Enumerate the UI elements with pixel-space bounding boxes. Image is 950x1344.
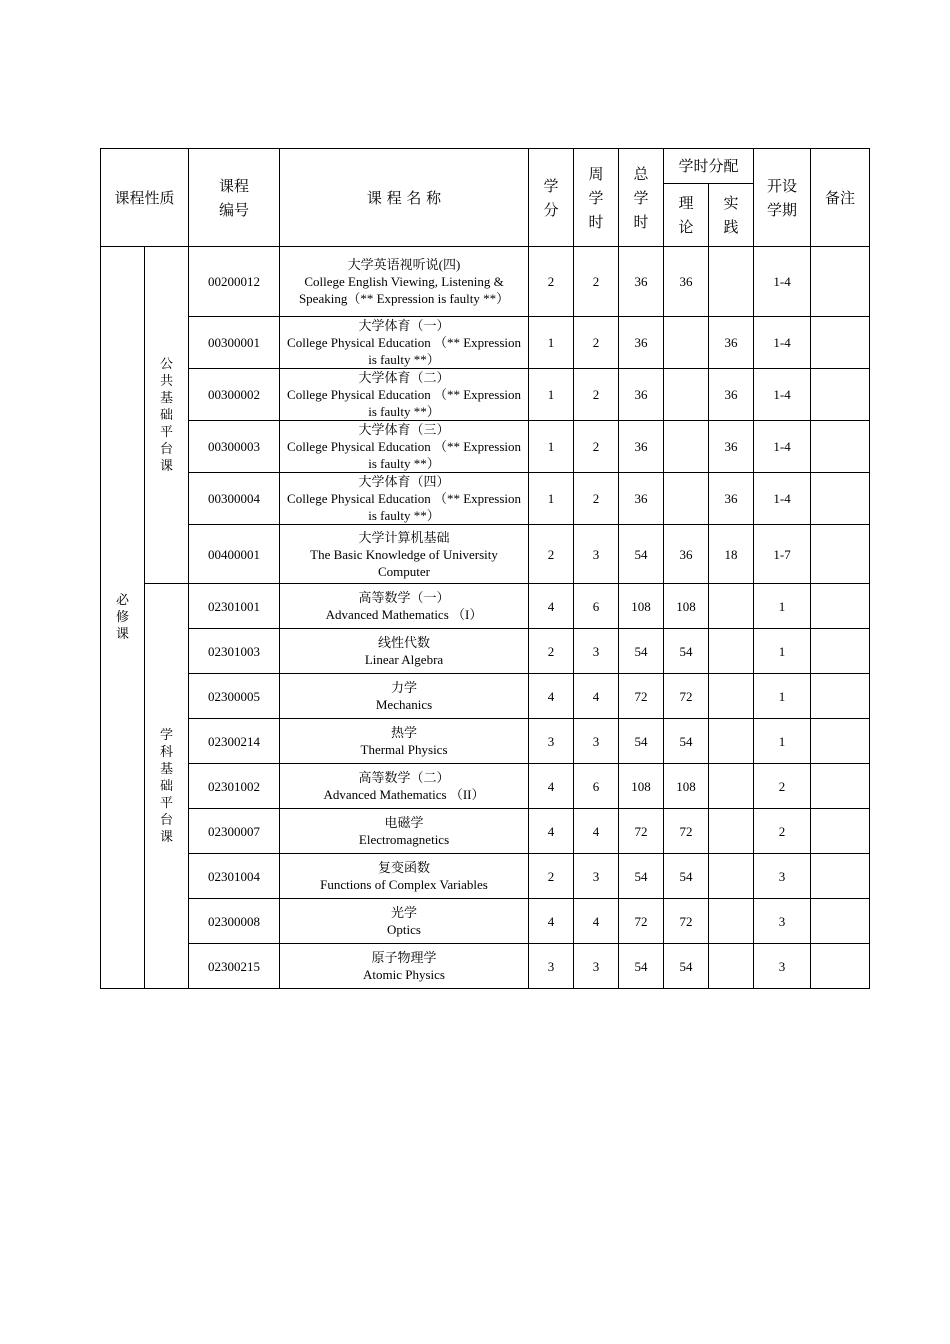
table-row xyxy=(101,525,870,584)
course-code-cell: 02301002 xyxy=(189,764,280,809)
header-course-name: 课 程 名 称 xyxy=(280,149,529,247)
total-hours-cell: 54 xyxy=(619,525,664,584)
theory-hours-cell: 36 xyxy=(664,525,709,584)
course-code-cell: 02300214 xyxy=(189,719,280,764)
course-name-en: College Physical Education （** Expression is faulty **） xyxy=(287,439,521,471)
course-name-cn: 原子物理学 xyxy=(371,950,437,965)
weekly-hours-cell: 2 xyxy=(574,369,619,421)
header-hours-distribution: 学时分配 xyxy=(664,149,754,184)
notes-cell xyxy=(811,369,870,421)
notes-cell xyxy=(811,247,870,317)
course-name-cell xyxy=(280,674,529,719)
total-hours-cell: 36 xyxy=(619,317,664,369)
semester-cell: 1 xyxy=(754,719,811,764)
course-name-en: College Physical Education （** Expression is faulty **） xyxy=(287,335,521,367)
practice-hours-cell: 36 xyxy=(709,317,754,369)
semester-cell: 1-4 xyxy=(754,247,811,317)
header-notes: 备注 xyxy=(811,149,870,247)
semester-cell: 1 xyxy=(754,674,811,719)
table-row xyxy=(101,674,870,719)
credit-cell: 4 xyxy=(529,764,574,809)
theory-hours-cell: 54 xyxy=(664,629,709,674)
semester-cell: 3 xyxy=(754,854,811,899)
credit-cell: 1 xyxy=(529,421,574,473)
course-name-cn: 大学体育（二） xyxy=(358,370,450,385)
total-hours-cell: 36 xyxy=(619,247,664,317)
course-name-cell xyxy=(280,719,529,764)
credit-cell: 2 xyxy=(529,629,574,674)
course-name-en: Mechanics xyxy=(375,697,433,712)
header-credit: 学 分 xyxy=(529,149,574,247)
practice-hours-cell xyxy=(709,719,754,764)
theory-hours-cell: 72 xyxy=(664,809,709,854)
semester-cell: 1 xyxy=(754,584,811,629)
group-subject-cell: 学 科 基 础 平 台 课 xyxy=(145,584,189,989)
semester-cell: 2 xyxy=(754,809,811,854)
table-row xyxy=(101,584,870,629)
header-theory: 理 论 xyxy=(664,184,709,247)
course-name-en: Thermal Physics xyxy=(360,742,448,757)
credit-cell: 2 xyxy=(529,525,574,584)
notes-cell xyxy=(811,421,870,473)
course-code-cell: 02300008 xyxy=(189,899,280,944)
course-name-cn: 高等数学（二） xyxy=(358,770,450,785)
notes-cell xyxy=(811,854,870,899)
notes-cell xyxy=(811,674,870,719)
weekly-hours-cell: 6 xyxy=(574,764,619,809)
theory-hours-cell: 72 xyxy=(664,674,709,719)
total-hours-cell: 72 xyxy=(619,674,664,719)
course-name-en: Functions of Complex Variables xyxy=(320,877,488,892)
theory-hours-cell: 36 xyxy=(664,247,709,317)
table-row xyxy=(101,764,870,809)
course-name-cell xyxy=(280,899,529,944)
course-name-cell xyxy=(280,369,529,421)
course-name-cn: 大学体育（一） xyxy=(358,318,450,333)
credit-cell: 3 xyxy=(529,944,574,989)
course-name-en: Linear Algebra xyxy=(364,652,444,667)
weekly-hours-cell: 2 xyxy=(574,421,619,473)
weekly-hours-cell: 3 xyxy=(574,944,619,989)
theory-hours-cell xyxy=(664,473,709,525)
course-name-en: Advanced Mathematics （II） xyxy=(323,787,485,802)
notes-cell xyxy=(811,899,870,944)
practice-hours-cell xyxy=(709,629,754,674)
course-body xyxy=(101,247,870,989)
course-name-cn: 大学英语视听说(四) xyxy=(347,257,461,272)
header-course-code: 课程 编号 xyxy=(189,149,280,247)
semester-cell: 1-4 xyxy=(754,421,811,473)
weekly-hours-cell: 2 xyxy=(574,473,619,525)
table-row xyxy=(101,369,870,421)
weekly-hours-cell: 2 xyxy=(574,247,619,317)
weekly-hours-cell: 2 xyxy=(574,317,619,369)
weekly-hours-cell: 6 xyxy=(574,584,619,629)
theory-hours-cell: 54 xyxy=(664,719,709,764)
practice-hours-cell: 36 xyxy=(709,473,754,525)
course-name-cn: 热学 xyxy=(391,725,418,740)
course-name-cell xyxy=(280,421,529,473)
course-name-cell xyxy=(280,247,529,317)
header-course-nature: 课程性质 xyxy=(101,149,189,247)
table-row xyxy=(101,719,870,764)
theory-hours-cell xyxy=(664,369,709,421)
course-name-en: Atomic Physics xyxy=(363,967,445,982)
course-name-en: College English Viewing, Listening & Speaking（** Expression is faulty **） xyxy=(298,274,510,306)
course-name-cell xyxy=(280,629,529,674)
course-name-cell xyxy=(280,317,529,369)
theory-hours-cell: 72 xyxy=(664,899,709,944)
practice-hours-cell xyxy=(709,764,754,809)
course-name-cell xyxy=(280,584,529,629)
course-name-en: College Physical Education （** Expression is faulty **） xyxy=(287,387,521,419)
table-row xyxy=(101,473,870,525)
semester-cell: 1-4 xyxy=(754,369,811,421)
course-code-cell: 02300215 xyxy=(189,944,280,989)
theory-hours-cell: 54 xyxy=(664,944,709,989)
total-hours-cell: 108 xyxy=(619,584,664,629)
header-practice: 实 践 xyxy=(709,184,754,247)
course-name-cn: 光学 xyxy=(391,905,418,920)
table-row xyxy=(101,317,870,369)
course-name-en: Optics xyxy=(387,922,421,937)
table-row xyxy=(101,944,870,989)
weekly-hours-cell: 3 xyxy=(574,525,619,584)
practice-hours-cell xyxy=(709,584,754,629)
theory-hours-cell: 108 xyxy=(664,584,709,629)
weekly-hours-cell: 4 xyxy=(574,809,619,854)
course-name-cell xyxy=(280,525,529,584)
course-name-cn: 大学计算机基础 xyxy=(358,529,450,545)
table-row xyxy=(101,629,870,674)
semester-cell: 3 xyxy=(754,899,811,944)
practice-hours-cell xyxy=(709,809,754,854)
theory-hours-cell xyxy=(664,317,709,369)
table-row xyxy=(101,854,870,899)
total-hours-cell: 72 xyxy=(619,899,664,944)
practice-hours-cell xyxy=(709,854,754,899)
table-row xyxy=(101,899,870,944)
credit-cell: 1 xyxy=(529,369,574,421)
credit-cell: 2 xyxy=(529,247,574,317)
semester-cell: 1-4 xyxy=(754,473,811,525)
course-code-cell: 00400001 xyxy=(189,525,280,584)
course-name-en: College Physical Education （** Expression is faulty **） xyxy=(287,491,521,523)
semester-cell: 1-4 xyxy=(754,317,811,369)
total-hours-cell: 54 xyxy=(619,629,664,674)
course-name-cn: 线性代数 xyxy=(378,635,431,650)
header-total-hours: 总 学 时 xyxy=(619,149,664,247)
course-code-cell: 02301001 xyxy=(189,584,280,629)
course-name-cn: 大学体育（三） xyxy=(358,422,450,437)
total-hours-cell: 54 xyxy=(619,854,664,899)
course-name-en: Advanced Mathematics （I） xyxy=(325,607,483,622)
practice-hours-cell xyxy=(709,674,754,719)
course-name-cell xyxy=(280,854,529,899)
notes-cell xyxy=(811,473,870,525)
course-code-cell: 02301004 xyxy=(189,854,280,899)
course-table xyxy=(100,148,870,989)
credit-cell: 4 xyxy=(529,809,574,854)
total-hours-cell: 54 xyxy=(619,944,664,989)
total-hours-cell: 36 xyxy=(619,421,664,473)
notes-cell xyxy=(811,944,870,989)
course-name-en: Electromagnetics xyxy=(358,832,450,847)
practice-hours-cell xyxy=(709,944,754,989)
group-public-cell: 公 共 基 础 平 台 课 xyxy=(145,247,189,584)
notes-cell xyxy=(811,764,870,809)
notes-cell xyxy=(811,584,870,629)
table-row xyxy=(101,809,870,854)
practice-hours-cell xyxy=(709,247,754,317)
credit-cell: 3 xyxy=(529,719,574,764)
course-code-cell: 02300005 xyxy=(189,674,280,719)
course-code-cell: 00200012 xyxy=(189,247,280,317)
total-hours-cell: 36 xyxy=(619,473,664,525)
course-code-cell: 00300001 xyxy=(189,317,280,369)
practice-hours-cell: 36 xyxy=(709,421,754,473)
course-name-cell xyxy=(280,944,529,989)
weekly-hours-cell: 4 xyxy=(574,899,619,944)
practice-hours-cell: 36 xyxy=(709,369,754,421)
table-row xyxy=(101,247,870,317)
course-code-cell: 00300003 xyxy=(189,421,280,473)
theory-hours-cell xyxy=(664,421,709,473)
course-code-cell: 02300007 xyxy=(189,809,280,854)
semester-cell: 3 xyxy=(754,944,811,989)
credit-cell: 2 xyxy=(529,854,574,899)
total-hours-cell: 108 xyxy=(619,764,664,809)
practice-hours-cell: 18 xyxy=(709,525,754,584)
credit-cell: 4 xyxy=(529,674,574,719)
course-name-cell xyxy=(280,473,529,525)
weekly-hours-cell: 3 xyxy=(574,629,619,674)
course-code-cell: 00300004 xyxy=(189,473,280,525)
total-hours-cell: 72 xyxy=(619,809,664,854)
credit-cell: 4 xyxy=(529,899,574,944)
course-name-cn: 力学 xyxy=(391,680,418,695)
notes-cell xyxy=(811,719,870,764)
header-semester: 开设 学期 xyxy=(754,149,811,247)
course-name-en: The Basic Knowledge of University Computer xyxy=(310,546,498,579)
notes-cell xyxy=(811,317,870,369)
notes-cell xyxy=(811,809,870,854)
table-row xyxy=(101,421,870,473)
course-code-cell: 02301003 xyxy=(189,629,280,674)
theory-hours-cell: 54 xyxy=(664,854,709,899)
semester-cell: 1-7 xyxy=(754,525,811,584)
course-name-cn: 大学体育（四） xyxy=(358,474,450,489)
course-name-cell xyxy=(280,809,529,854)
theory-hours-cell: 108 xyxy=(664,764,709,809)
total-hours-cell: 36 xyxy=(619,369,664,421)
header-weekly-hours: 周 学 时 xyxy=(574,149,619,247)
notes-cell xyxy=(811,629,870,674)
course-name-cn: 复变函数 xyxy=(378,860,431,875)
weekly-hours-cell: 4 xyxy=(574,674,619,719)
course-name-cn: 电磁学 xyxy=(384,815,424,830)
course-name-cell xyxy=(280,764,529,809)
weekly-hours-cell: 3 xyxy=(574,719,619,764)
semester-cell: 1 xyxy=(754,629,811,674)
notes-cell xyxy=(811,525,870,584)
credit-cell: 1 xyxy=(529,473,574,525)
total-hours-cell: 54 xyxy=(619,719,664,764)
group-required-cell: 必 修 课 xyxy=(101,247,145,989)
course-name-cn: 高等数学（一） xyxy=(358,590,450,605)
practice-hours-cell xyxy=(709,899,754,944)
weekly-hours-cell: 3 xyxy=(574,854,619,899)
credit-cell: 1 xyxy=(529,317,574,369)
credit-cell: 4 xyxy=(529,584,574,629)
course-code-cell: 00300002 xyxy=(189,369,280,421)
semester-cell: 2 xyxy=(754,764,811,809)
